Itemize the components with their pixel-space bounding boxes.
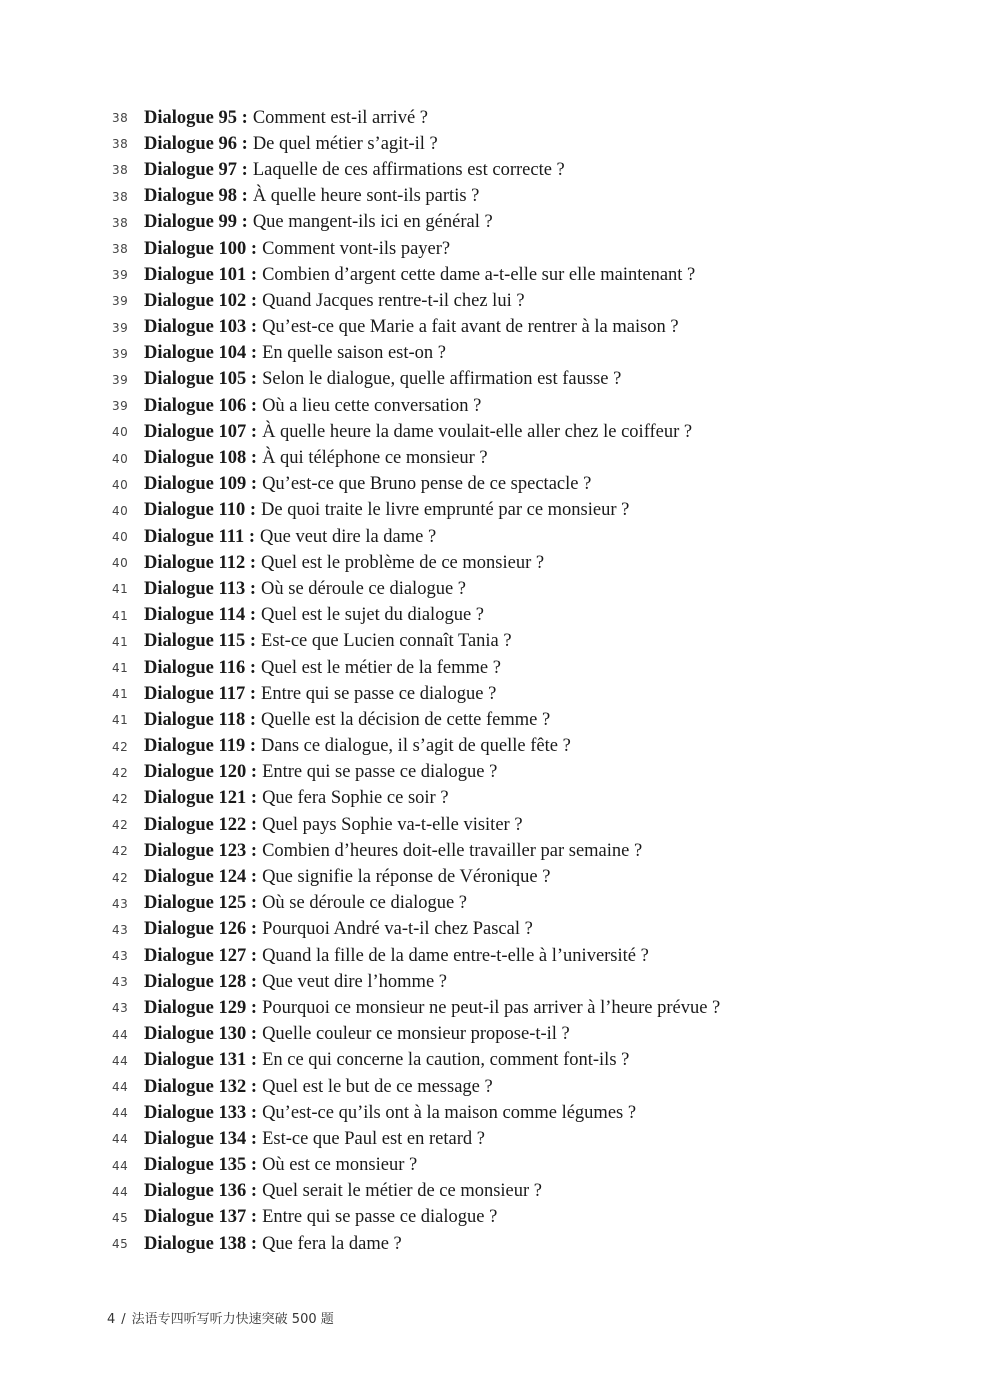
toc-dialogue-label: Dialogue 130 : (144, 1024, 258, 1045)
footer-book-title: 法语专四听写听力快速突破 500 题 (131, 1312, 334, 1327)
toc-page-number: 38 (112, 189, 129, 204)
toc-page-number: 40 (112, 556, 129, 571)
toc-page-number: 45 (112, 1237, 129, 1252)
toc-entry (112, 734, 720, 760)
toc-page-number: 41 (112, 582, 129, 597)
toc-dialogue-label: Dialogue 109 : (144, 474, 258, 495)
toc-entry (112, 184, 720, 210)
toc-entry (112, 1100, 720, 1126)
toc-dialogue-label: Dialogue 104 : (144, 343, 258, 364)
toc-entry (112, 1205, 720, 1231)
toc-page-number: 41 (112, 687, 129, 702)
toc-dialogue-label: Dialogue 110 : (144, 500, 257, 521)
toc-dialogue-label: Dialogue 100 : (144, 238, 258, 259)
toc-dialogue-label: Dialogue 119 : (144, 736, 257, 757)
page-footer (107, 1308, 334, 1327)
toc-page-number: 42 (112, 870, 129, 885)
toc-dialogue-label: Dialogue 118 : (144, 709, 257, 730)
toc-question: À quelle heure la dame voulait-elle aller chez le coiffeur ? (262, 421, 693, 442)
toc-question: Qu’est-ce que Bruno pense de ce spectacle ? (262, 474, 592, 495)
toc-entry (112, 917, 720, 943)
toc-question: À quelle heure sont-ils partis ? (252, 186, 480, 207)
toc-dialogue-label: Dialogue 114 : (144, 605, 257, 626)
toc-entry (112, 891, 720, 917)
toc-page-number: 44 (112, 1080, 129, 1095)
toc-question: Que mangent-ils ici en général ? (252, 212, 493, 233)
toc-page-number: 41 (112, 713, 129, 728)
toc-page-number: 41 (112, 661, 129, 676)
toc-dialogue-label: Dialogue 124 : (144, 867, 258, 888)
toc-dialogue-label: Dialogue 95 : (144, 107, 248, 128)
toc-question: Quel est le problème de ce monsieur ? (261, 552, 545, 573)
toc-dialogue-label: Dialogue 111 : (144, 526, 256, 547)
toc-dialogue-label: Dialogue 133 : (144, 1102, 258, 1123)
toc-entry (112, 1048, 720, 1074)
toc-question: Où se déroule ce dialogue ? (261, 578, 466, 599)
toc-dialogue-label: Dialogue 123 : (144, 840, 258, 861)
toc-page-number: 44 (112, 1053, 129, 1068)
toc-question: Que fera Sophie ce soir ? (262, 788, 449, 809)
toc-question: Pourquoi ce monsieur ne peut-il pas arriver à l’heure prévue ? (262, 997, 721, 1018)
toc-entry (112, 1074, 720, 1100)
toc-dialogue-label: Dialogue 121 : (144, 788, 258, 809)
toc-entry (112, 262, 720, 288)
toc-question: Quel est le sujet du dialogue ? (261, 605, 484, 626)
toc-dialogue-label: Dialogue 127 : (144, 945, 258, 966)
toc-question: Que signifie la réponse de Véronique ? (262, 867, 551, 888)
toc-page-number: 40 (112, 451, 129, 466)
toc-page-number: 39 (112, 268, 129, 283)
toc-question: Entre qui se passe ce dialogue ? (262, 1207, 498, 1228)
toc-entry (112, 786, 720, 812)
toc-entry (112, 157, 720, 183)
toc-entry (112, 995, 720, 1021)
toc-entry (112, 524, 720, 550)
toc-dialogue-label: Dialogue 115 : (144, 631, 257, 652)
toc-question: Quand la fille de la dame entre-t-elle à l’université ? (262, 945, 649, 966)
toc-question: Quel est le métier de la femme ? (261, 657, 501, 678)
toc-question: De quoi traite le livre emprunté par ce monsieur ? (261, 500, 630, 521)
toc-dialogue-label: Dialogue 117 : (144, 683, 257, 704)
toc-dialogue-label: Dialogue 101 : (144, 264, 258, 285)
toc-entry (112, 603, 720, 629)
toc-dialogue-label: Dialogue 116 : (144, 657, 257, 678)
toc-entry (112, 655, 720, 681)
toc-page-number: 39 (112, 399, 129, 414)
toc-entry (112, 629, 720, 655)
toc-entry (112, 131, 720, 157)
toc-page-number: 39 (112, 346, 129, 361)
toc-dialogue-label: Dialogue 105 : (144, 369, 258, 390)
toc-entry (112, 367, 720, 393)
toc-page-number: 38 (112, 163, 129, 178)
toc-dialogue-label: Dialogue 97 : (144, 159, 248, 180)
toc-question: De quel métier s’agit-il ? (252, 133, 438, 154)
toc-dialogue-label: Dialogue 96 : (144, 133, 248, 154)
toc-question: Laquelle de ces affirmations est correcte ? (252, 159, 565, 180)
toc-question: Pourquoi André va-t-il chez Pascal ? (262, 919, 533, 940)
toc-entry (112, 1022, 720, 1048)
toc-entry (112, 445, 720, 471)
toc-page-number: 38 (112, 111, 129, 126)
toc-dialogue-label: Dialogue 134 : (144, 1128, 258, 1149)
toc-question: En quelle saison est-on ? (262, 343, 446, 364)
toc-dialogue-label: Dialogue 138 : (144, 1233, 258, 1254)
toc-question: Quel pays Sophie va-t-elle visiter ? (262, 814, 523, 835)
toc-page-number: 43 (112, 949, 129, 964)
toc-question: Comment est-il arrivé ? (252, 107, 428, 128)
toc-question: Dans ce dialogue, il s’agit de quelle fête ? (261, 736, 571, 757)
toc-page-number: 38 (112, 137, 129, 152)
toc-question: Quelle est la décision de cette femme ? (261, 709, 551, 730)
toc-entry (112, 681, 720, 707)
toc-page-number: 38 (112, 242, 129, 257)
toc-page-number: 44 (112, 1132, 129, 1147)
toc-entry (112, 236, 720, 262)
toc-page-number: 42 (112, 818, 129, 833)
toc-dialogue-label: Dialogue 112 : (144, 552, 257, 573)
toc-page-number: 39 (112, 372, 129, 387)
toc-entry (112, 707, 720, 733)
toc-question: Quel est le but de ce message ? (262, 1076, 493, 1097)
toc-page-number: 44 (112, 1027, 129, 1042)
toc-entry (112, 393, 720, 419)
toc-dialogue-label: Dialogue 99 : (144, 212, 248, 233)
toc-dialogue-label: Dialogue 102 : (144, 290, 258, 311)
toc-page-number: 38 (112, 215, 129, 230)
toc-page-number: 40 (112, 530, 129, 545)
toc-question: Entre qui se passe ce dialogue ? (262, 762, 498, 783)
toc-dialogue-label: Dialogue 131 : (144, 1050, 258, 1071)
toc-page-number: 43 (112, 922, 129, 937)
toc-entry (112, 105, 720, 131)
toc-question: Combien d’heures doit-elle travailler par semaine ? (262, 840, 643, 861)
toc-dialogue-label: Dialogue 129 : (144, 997, 258, 1018)
toc-entry (112, 812, 720, 838)
toc-question: Comment vont-ils payer? (262, 238, 451, 259)
toc-page-number: 39 (112, 320, 129, 335)
toc-question: Que veut dire l’homme ? (262, 971, 447, 992)
toc-page-number: 43 (112, 1001, 129, 1016)
toc-entry (112, 943, 720, 969)
toc-entry (112, 1179, 720, 1205)
toc-entry (112, 760, 720, 786)
toc-page-number: 42 (112, 844, 129, 859)
footer-separator: / (121, 1312, 126, 1327)
toc-question: Que veut dire la dame ? (260, 526, 437, 547)
toc-entry (112, 498, 720, 524)
toc-question: Qu’est-ce que Marie a fait avant de rentrer à la maison ? (262, 317, 679, 338)
toc-question: Où est ce monsieur ? (262, 1155, 418, 1176)
toc-page-number: 42 (112, 791, 129, 806)
toc-entry (112, 419, 720, 445)
toc-entry (112, 864, 720, 890)
toc-dialogue-label: Dialogue 136 : (144, 1181, 258, 1202)
toc-entry (112, 838, 720, 864)
toc-entry (112, 576, 720, 602)
toc-question: Qu’est-ce qu’ils ont à la maison comme légumes ? (262, 1102, 637, 1123)
toc-question: Combien d’argent cette dame a-t-elle sur elle maintenant ? (262, 264, 696, 285)
toc-entry (112, 315, 720, 341)
toc-page-number: 45 (112, 1210, 129, 1225)
toc-question: Où se déroule ce dialogue ? (262, 893, 468, 914)
table-of-contents (112, 105, 720, 1257)
toc-page-number: 42 (112, 739, 129, 754)
toc-question: En ce qui concerne la caution, comment font-ils ? (262, 1050, 630, 1071)
toc-dialogue-label: Dialogue 120 : (144, 762, 258, 783)
toc-entry (112, 472, 720, 498)
toc-dialogue-label: Dialogue 132 : (144, 1076, 258, 1097)
toc-dialogue-label: Dialogue 128 : (144, 971, 258, 992)
toc-dialogue-label: Dialogue 137 : (144, 1207, 258, 1228)
toc-page-number: 41 (112, 634, 129, 649)
toc-dialogue-label: Dialogue 106 : (144, 395, 258, 416)
toc-question: À qui téléphone ce monsieur ? (262, 448, 488, 469)
toc-question: Quelle couleur ce monsieur propose-t-il ? (262, 1024, 570, 1045)
toc-dialogue-label: Dialogue 125 : (144, 893, 258, 914)
toc-entry (112, 550, 720, 576)
toc-entry (112, 1231, 720, 1257)
toc-entry (112, 341, 720, 367)
toc-dialogue-label: Dialogue 107 : (144, 421, 258, 442)
toc-page-number: 43 (112, 896, 129, 911)
toc-page-number: 44 (112, 1106, 129, 1121)
toc-entry (112, 1126, 720, 1152)
toc-page-number: 40 (112, 425, 129, 440)
toc-dialogue-label: Dialogue 135 : (144, 1155, 258, 1176)
toc-question: Est-ce que Paul est en retard ? (262, 1128, 485, 1149)
toc-page-number: 40 (112, 503, 129, 518)
toc-question: Que fera la dame ? (262, 1233, 402, 1254)
toc-dialogue-label: Dialogue 122 : (144, 814, 258, 835)
toc-question: Est-ce que Lucien connaît Tania ? (261, 631, 512, 652)
toc-dialogue-label: Dialogue 126 : (144, 919, 258, 940)
toc-entry (112, 210, 720, 236)
toc-page-number: 43 (112, 975, 129, 990)
toc-dialogue-label: Dialogue 103 : (144, 317, 258, 338)
toc-entry (112, 1153, 720, 1179)
toc-entry (112, 288, 720, 314)
toc-question: Quel serait le métier de ce monsieur ? (262, 1181, 543, 1202)
toc-dialogue-label: Dialogue 113 : (144, 578, 257, 599)
toc-question: Quand Jacques rentre-t-il chez lui ? (262, 290, 525, 311)
toc-question: Où a lieu cette conversation ? (262, 395, 482, 416)
toc-page-number: 40 (112, 477, 129, 492)
toc-page-number: 44 (112, 1158, 129, 1173)
toc-page-number: 44 (112, 1184, 129, 1199)
toc-question: Selon le dialogue, quelle affirmation est fausse ? (262, 369, 622, 390)
toc-dialogue-label: Dialogue 98 : (144, 186, 248, 207)
toc-entry (112, 969, 720, 995)
toc-page-number: 39 (112, 294, 129, 309)
toc-page-number: 41 (112, 608, 129, 623)
toc-page-number: 42 (112, 765, 129, 780)
toc-dialogue-label: Dialogue 108 : (144, 448, 258, 469)
footer-page-number: 4 (107, 1312, 116, 1327)
toc-question: Entre qui se passe ce dialogue ? (261, 683, 497, 704)
